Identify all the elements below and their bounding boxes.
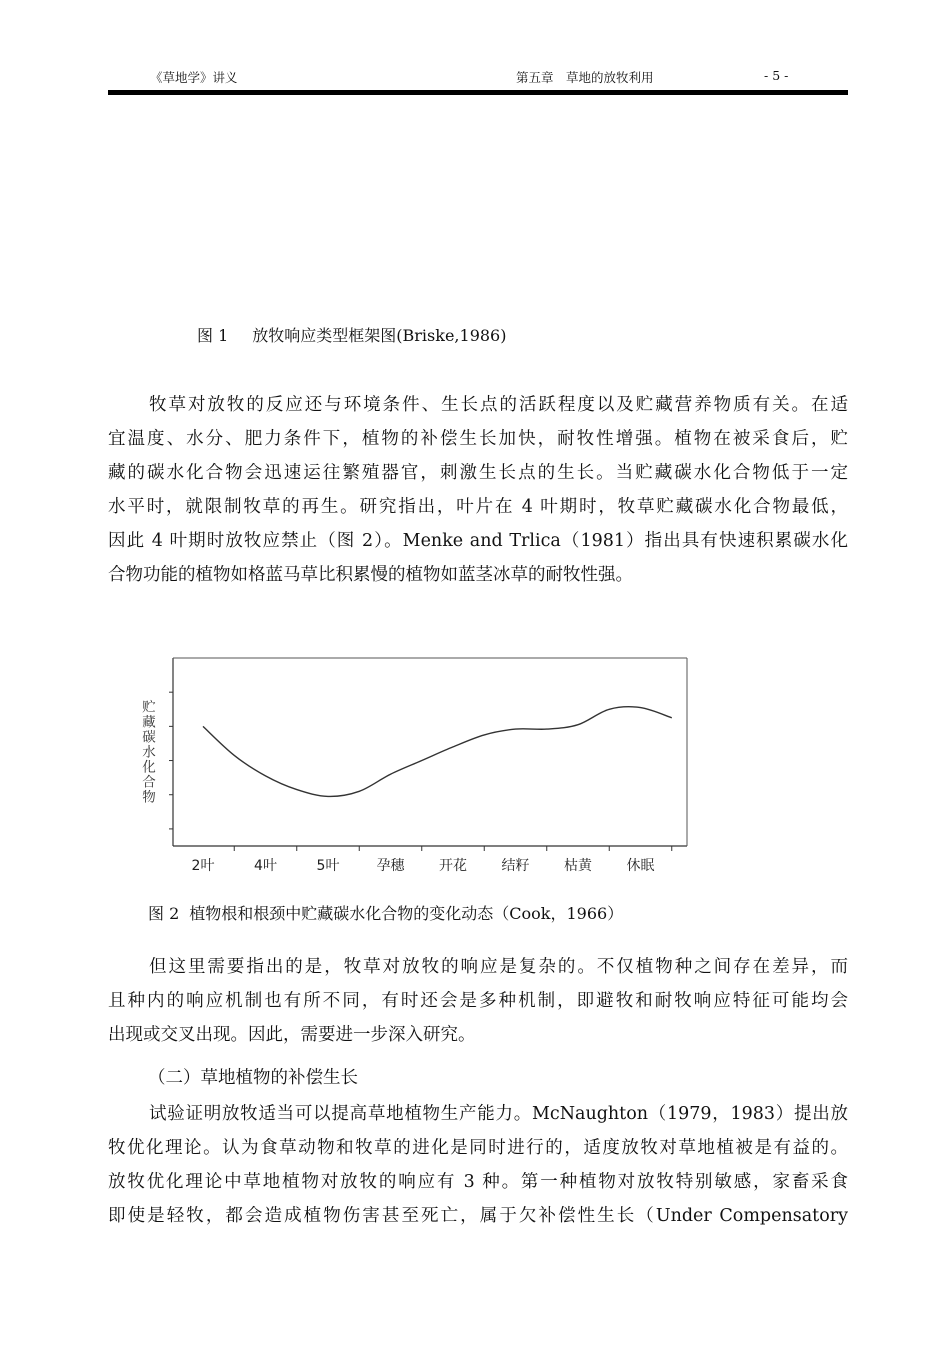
paragraph-1-line: 因此 4 叶期时放牧应禁止（图 2）。Menke and Trlica（1981）指出具有快速积累碳水化 (108, 531, 848, 551)
x-tick-label: 休眠 (626, 858, 655, 874)
figure1-caption (197, 323, 506, 346)
y-axis-label-char: 合 (142, 774, 156, 791)
paragraph-1-line: 牧草对放牧的反应还与环境条件、生长点的活跃程度以及贮藏营养物质有关。在适 (149, 395, 848, 415)
figure1-title: 放牧响应类型框架图(Briske,1986) (252, 326, 507, 345)
x-tick-label: 2叶 (191, 858, 215, 874)
x-tick-label: 孕穗 (376, 858, 405, 874)
header-rule (108, 90, 848, 95)
y-axis-label-char: 碳 (142, 729, 156, 746)
paragraph-2 (108, 950, 848, 1052)
paragraph-1 (108, 388, 848, 592)
paragraph-3-line: 牧优化理论。认为食草动物和牧草的进化是同时进行的，适度放牧对草地植被是有益的。 (108, 1138, 848, 1158)
paragraph-3 (108, 1097, 848, 1233)
header-course-title: 《草地学》讲义 (150, 70, 238, 85)
y-axis-label-char: 贮 (142, 699, 156, 716)
y-axis-label-char: 化 (142, 759, 156, 776)
paragraph-1-line: 水平时，就限制牧草的再生。研究指出，叶片在 4 叶期时，牧草贮藏碳水化合物最低， (108, 497, 848, 517)
y-axis-label-char: 水 (142, 744, 156, 761)
paragraph-2-line: 且种内的响应机制也有所不同，有时还会是多种机制，即避牧和耐牧响应特征可能均会 (108, 991, 848, 1011)
paragraph-2-line: 出现或交叉出现。因此，需要进一步深入研究。 (108, 1025, 476, 1045)
paragraph-1-line: 合物功能的植物如格蓝马草比积累慢的植物如蓝茎冰草的耐牧性强。 (108, 565, 633, 585)
figure1-label: 图 1 (197, 326, 229, 345)
paragraph-3-line: 放牧优化理论中草地植物对放牧的响应有 3 种。第一种植物对放牧特别敏感，家畜采食 (108, 1172, 848, 1192)
header-page-number: - 5 - (764, 68, 789, 83)
paragraph-1-line: 藏的碳水化合物会迅速运往繁殖器官，刺激生长点的生长。当贮藏碳水化合物低于一定 (108, 463, 848, 483)
x-tick-label: 结籽 (501, 858, 530, 874)
x-tick-label: 枯黄 (564, 858, 592, 874)
paragraph-1-line: 宜温度、水分、肥力条件下，植物的补偿生长加快，耐牧性增强。植物在被采食后，贮 (108, 429, 848, 449)
paragraph-3-line: 试验证明放牧适当可以提高草地植物生产能力。McNaughton（1979，1983）提出放 (149, 1104, 848, 1124)
figure2-caption (148, 901, 623, 924)
figure2-title: 植物根和根颈中贮藏碳水化合物的变化动态（Cook，1966） (189, 904, 624, 923)
chart-svg (130, 650, 700, 890)
header-chapter-title: 第五章 草地的放牧利用 (516, 70, 654, 85)
paragraph-3-line: 即使是轻牧，都会造成植物伤害甚至死亡，属于欠补偿性生长（Under Compensatory (108, 1206, 848, 1226)
x-tick-label: 5叶 (316, 858, 340, 874)
carbohydrate-series-line (203, 707, 672, 797)
paragraph-2-line: 但这里需要指出的是，牧草对放牧的响应是复杂的。不仅植物种之间存在差异，而 (149, 957, 848, 977)
y-axis-label-char: 物 (142, 789, 156, 806)
figure2-label: 图 2 (148, 904, 180, 923)
x-tick-label: 开花 (439, 858, 467, 874)
y-axis-label-char: 藏 (142, 714, 156, 731)
carbohydrate-chart (130, 650, 700, 890)
x-tick-label: 4叶 (254, 858, 277, 874)
section-subheading: （二）草地植物的补偿生长 (148, 1068, 358, 1088)
page-header (108, 66, 848, 88)
